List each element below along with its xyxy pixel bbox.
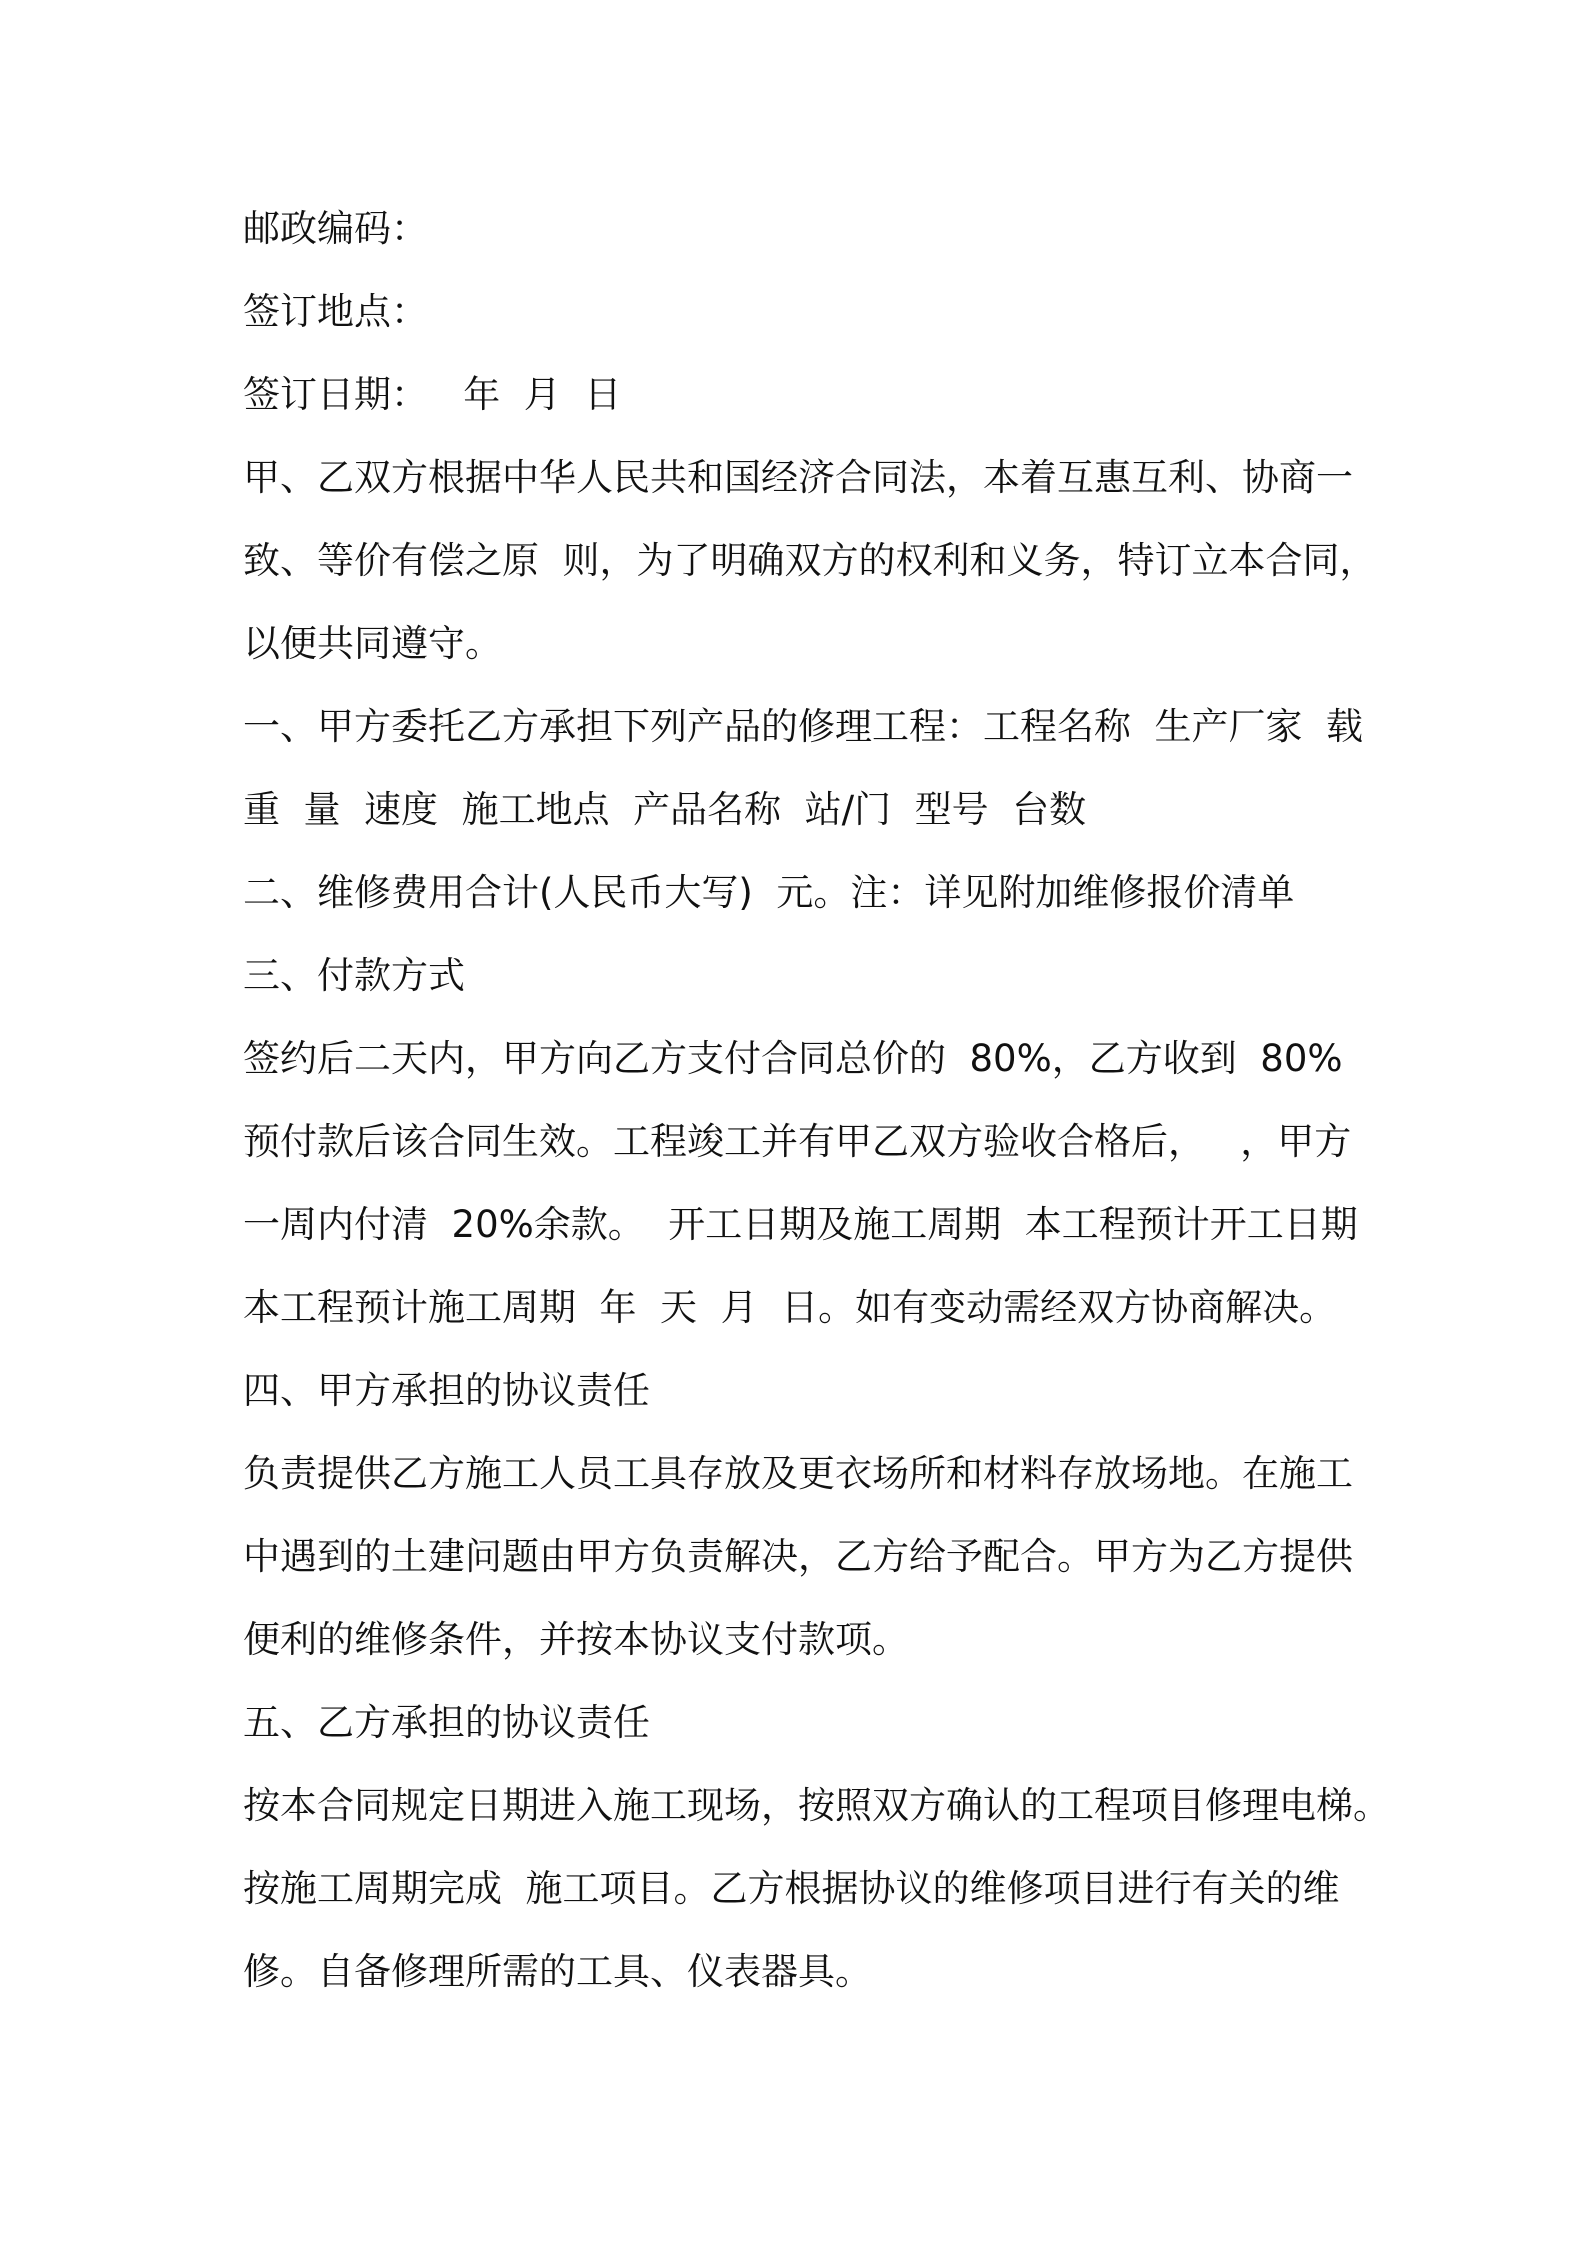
- party-a-duty-line: 中遇到的土建问题由甲方负责解决，乙方给予配合。甲方为乙方提供: [243, 1535, 1353, 1578]
- payment-line: 一周内付清 20%余款。 开工日期及施工周期 本工程预计开工日期: [243, 1203, 1358, 1246]
- preamble-line: 以便共同遵守。: [243, 622, 502, 665]
- party-b-duty-line: 按施工周期完成 施工项目。乙方根据协议的维修项目进行有关的维: [243, 1867, 1340, 1910]
- party-a-duty-line: 便利的维修条件，并按本协议支付款项。: [243, 1618, 909, 1661]
- clause-one-line: 一、甲方委托乙方承担下列产品的修理工程：工程名称 生产厂家 载: [243, 705, 1364, 748]
- preamble-line: 甲、乙双方根据中华人民共和国经济合同法，本着互惠互利、协商一: [243, 456, 1353, 499]
- clause-one-line: 重 量 速度 施工地点 产品名称 站/门 型号 台数: [243, 788, 1087, 831]
- payment-line: 签约后二天内，甲方向乙方支付合同总价的 80%，乙方收到 80%: [243, 1037, 1343, 1080]
- party-a-duty-line: 负责提供乙方施工人员工具存放及更衣场所和材料存放场地。在施工: [243, 1452, 1353, 1495]
- payment-line: 预付款后该合同生效。工程竣工并有甲乙双方验收合格后， ，甲方: [243, 1120, 1352, 1163]
- clause-three-heading: 三、付款方式: [243, 954, 465, 997]
- party-b-duty-line: 按本合同规定日期进入施工现场，按照双方确认的工程项目修理电梯。: [243, 1784, 1390, 1827]
- postal-code-label: 邮政编码：: [243, 207, 428, 250]
- payment-line: 本工程预计施工周期 年 天 月 日。如有变动需经双方协商解决。: [243, 1286, 1337, 1329]
- clause-five-heading: 五、乙方承担的协议责任: [243, 1701, 650, 1744]
- party-b-duty-line: 修。自备修理所需的工具、仪表器具。: [243, 1950, 872, 1993]
- preamble-line: 致、等价有偿之原 则，为了明确双方的权利和义务，特订立本合同，: [243, 539, 1377, 582]
- clause-four-heading: 四、甲方承担的协议责任: [243, 1369, 650, 1412]
- signing-date-label: 签订日期： 年 月 日: [243, 373, 622, 416]
- clause-two-line: 二、维修费用合计(人民币大写) 元。注：详见附加维修报价清单: [243, 871, 1295, 914]
- signing-place-label: 签订地点：: [243, 290, 428, 333]
